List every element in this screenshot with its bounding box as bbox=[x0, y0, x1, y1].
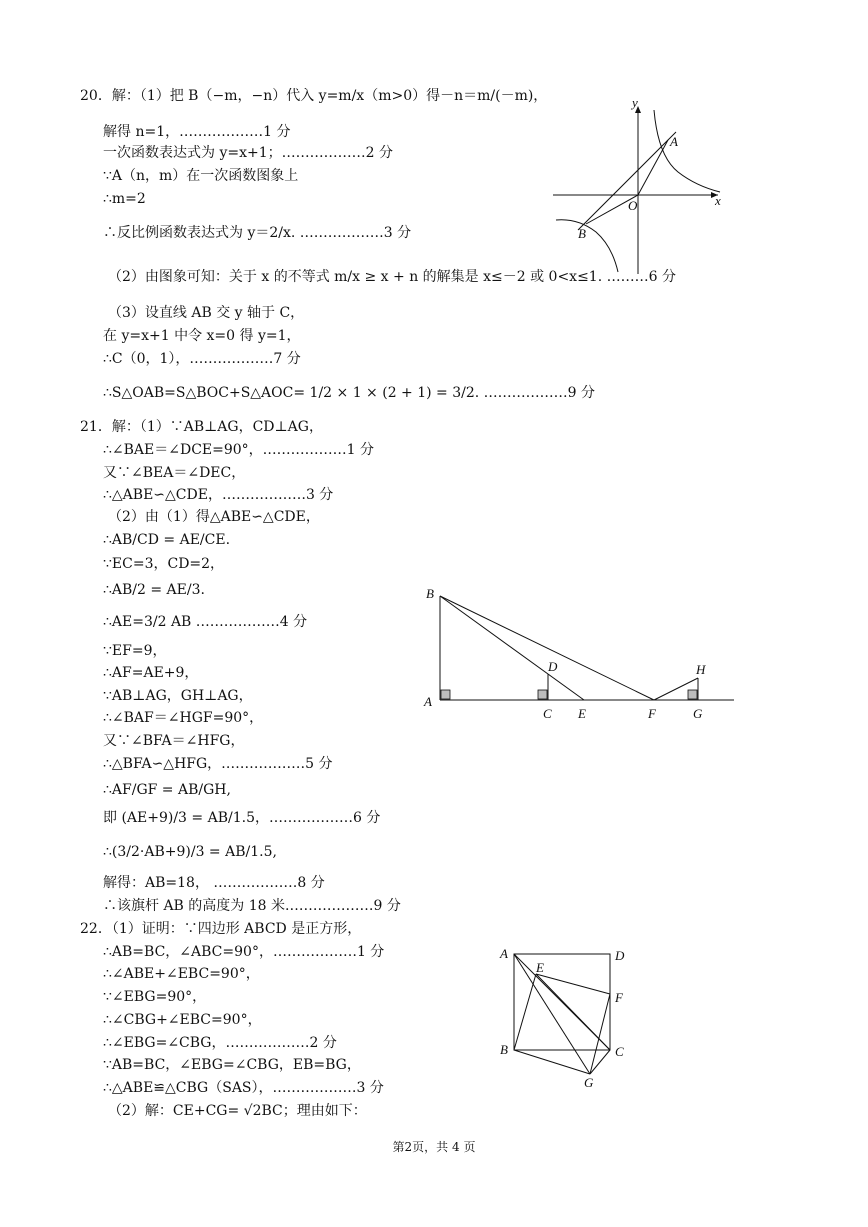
text-line: （2）解：CE+CG= √2BC；理由如下： bbox=[108, 1103, 367, 1119]
text-line: ∴∠CBG+∠EBC=90°， bbox=[103, 1012, 262, 1028]
text-line: 解得 n=1，………………1 分 bbox=[103, 124, 291, 140]
text-line: （2）由图象可知：关于 x 的不等式 m/x ≥ x + n 的解集是 x≤－2 或 0<x≤1. ………6 分 bbox=[108, 269, 676, 285]
text-line: 又∵∠BEA＝∠DEC， bbox=[103, 465, 246, 481]
text-line: ∴∠ABE+∠EBC=90°， bbox=[103, 966, 260, 982]
text-line: ∵AB=BC，∠EBG=∠CBG，EB=BG， bbox=[103, 1057, 361, 1073]
text-line: ∵A（n，m）在一次函数图象上 bbox=[103, 168, 299, 184]
text-line: ∴C（0，1），………………7 分 bbox=[103, 351, 301, 367]
figure-21-flagpole bbox=[418, 580, 738, 720]
page-footer: 第2页，共 4 页 bbox=[392, 1140, 476, 1154]
text-line: ∴反比例函数表达式为 y＝2/x. ………………3 分 bbox=[103, 225, 412, 241]
text-line: ∵EF=9， bbox=[103, 643, 167, 659]
fig21-label-h: H bbox=[696, 662, 706, 677]
fig22-label-d: D bbox=[615, 948, 625, 963]
text-line: （3）设直线 AB 交 y 轴于 C， bbox=[108, 305, 305, 321]
text-line: 又∵∠BFA＝∠HFG， bbox=[103, 733, 245, 749]
text-line: 20．解：（1）把 B（−m，−n）代入 y=m/x（m>0）得－n＝m/(－m)， bbox=[80, 88, 548, 104]
text-line: （2）由（1）得△ABE∽△CDE， bbox=[108, 509, 320, 525]
text-line: ∵EC=3，CD=2， bbox=[103, 556, 225, 572]
fig20-label-b: B bbox=[578, 226, 586, 241]
text-line: ∴△ABE≌△CBG（SAS），………………3 分 bbox=[103, 1080, 384, 1096]
text-line: ∴AB/2 = AE/3. bbox=[103, 582, 205, 598]
text-line: ∴∠BAE＝∠DCE=90°，………………1 分 bbox=[103, 442, 375, 458]
fig21-label-f: F bbox=[648, 706, 656, 720]
text-line: ∴△BFA∽△HFG，………………5 分 bbox=[103, 756, 333, 772]
text-line: ∴∠BAF＝∠HGF=90°， bbox=[103, 710, 264, 726]
text-line: ∴(3/2·AB+9)/3 = AB/1.5, bbox=[103, 844, 277, 860]
fig22-label-f: F bbox=[615, 990, 623, 1005]
text-line: ∴m=2 bbox=[103, 191, 146, 207]
text-line: 在 y=x+1 中令 x=0 得 y=1， bbox=[103, 328, 301, 344]
text-line: ∴△ABE∽△CDE，………………3 分 bbox=[103, 487, 334, 503]
fig20-label-y: y bbox=[632, 96, 638, 110]
fig22-label-e: E bbox=[536, 960, 544, 975]
fig21-label-e: E bbox=[578, 706, 586, 720]
text-line: ∴AE=3/2 AB ………………4 分 bbox=[103, 614, 308, 630]
fig21-label-g: G bbox=[693, 706, 703, 720]
fig21-label-c: C bbox=[543, 706, 552, 720]
figure-20-graph bbox=[548, 96, 728, 276]
fig22-label-c: C bbox=[615, 1044, 624, 1059]
text-line: ∴AF/GF = AB/GH, bbox=[103, 782, 231, 798]
fig20-label-a: A bbox=[670, 134, 678, 149]
text-line: ∴AB/CD = AE/CE. bbox=[103, 532, 231, 548]
text-line: 解得：AB=18， ………………8 分 bbox=[103, 875, 325, 891]
text-line: 即 (AE+9)/3 = AB/1.5，………………6 分 bbox=[103, 810, 381, 826]
fig22-label-a: A bbox=[500, 946, 508, 961]
text-line: ∴AF=AE+9， bbox=[103, 665, 199, 681]
figure-22-square bbox=[496, 944, 636, 1092]
text-line: ∵AB⊥AG，GH⊥AG， bbox=[103, 688, 253, 704]
fig22-label-g: G bbox=[584, 1075, 594, 1090]
text-line: ∵∠EBG=90°， bbox=[103, 989, 207, 1005]
fig21-label-a: A bbox=[424, 694, 432, 709]
fig20-label-o: O bbox=[628, 198, 638, 213]
text-line: 22．（1）证明：∵四边形 ABCD 是正方形， bbox=[80, 921, 362, 937]
text-line: 一次函数表达式为 y=x+1；………………2 分 bbox=[103, 145, 393, 161]
fig20-label-x: x bbox=[715, 193, 721, 208]
fig22-label-b: B bbox=[500, 1042, 508, 1057]
fig21-label-b: B bbox=[426, 586, 434, 601]
text-line: ∴∠EBG=∠CBG，………………2 分 bbox=[103, 1035, 337, 1051]
fig21-label-d: D bbox=[548, 659, 558, 674]
text-line: ∴S△OAB=S△BOC+S△AOC= 1/2 × 1 × (2 + 1) = 3/2. ………………9 分 bbox=[103, 385, 596, 401]
text-line: ∴AB=BC，∠ABC=90°，………………1 分 bbox=[103, 944, 385, 960]
text-line: ∴该旗杆 AB 的高度为 18 米.………………9 分 bbox=[103, 898, 401, 914]
text-line: 21．解：（1）∵AB⊥AG，CD⊥AG， bbox=[80, 419, 323, 435]
